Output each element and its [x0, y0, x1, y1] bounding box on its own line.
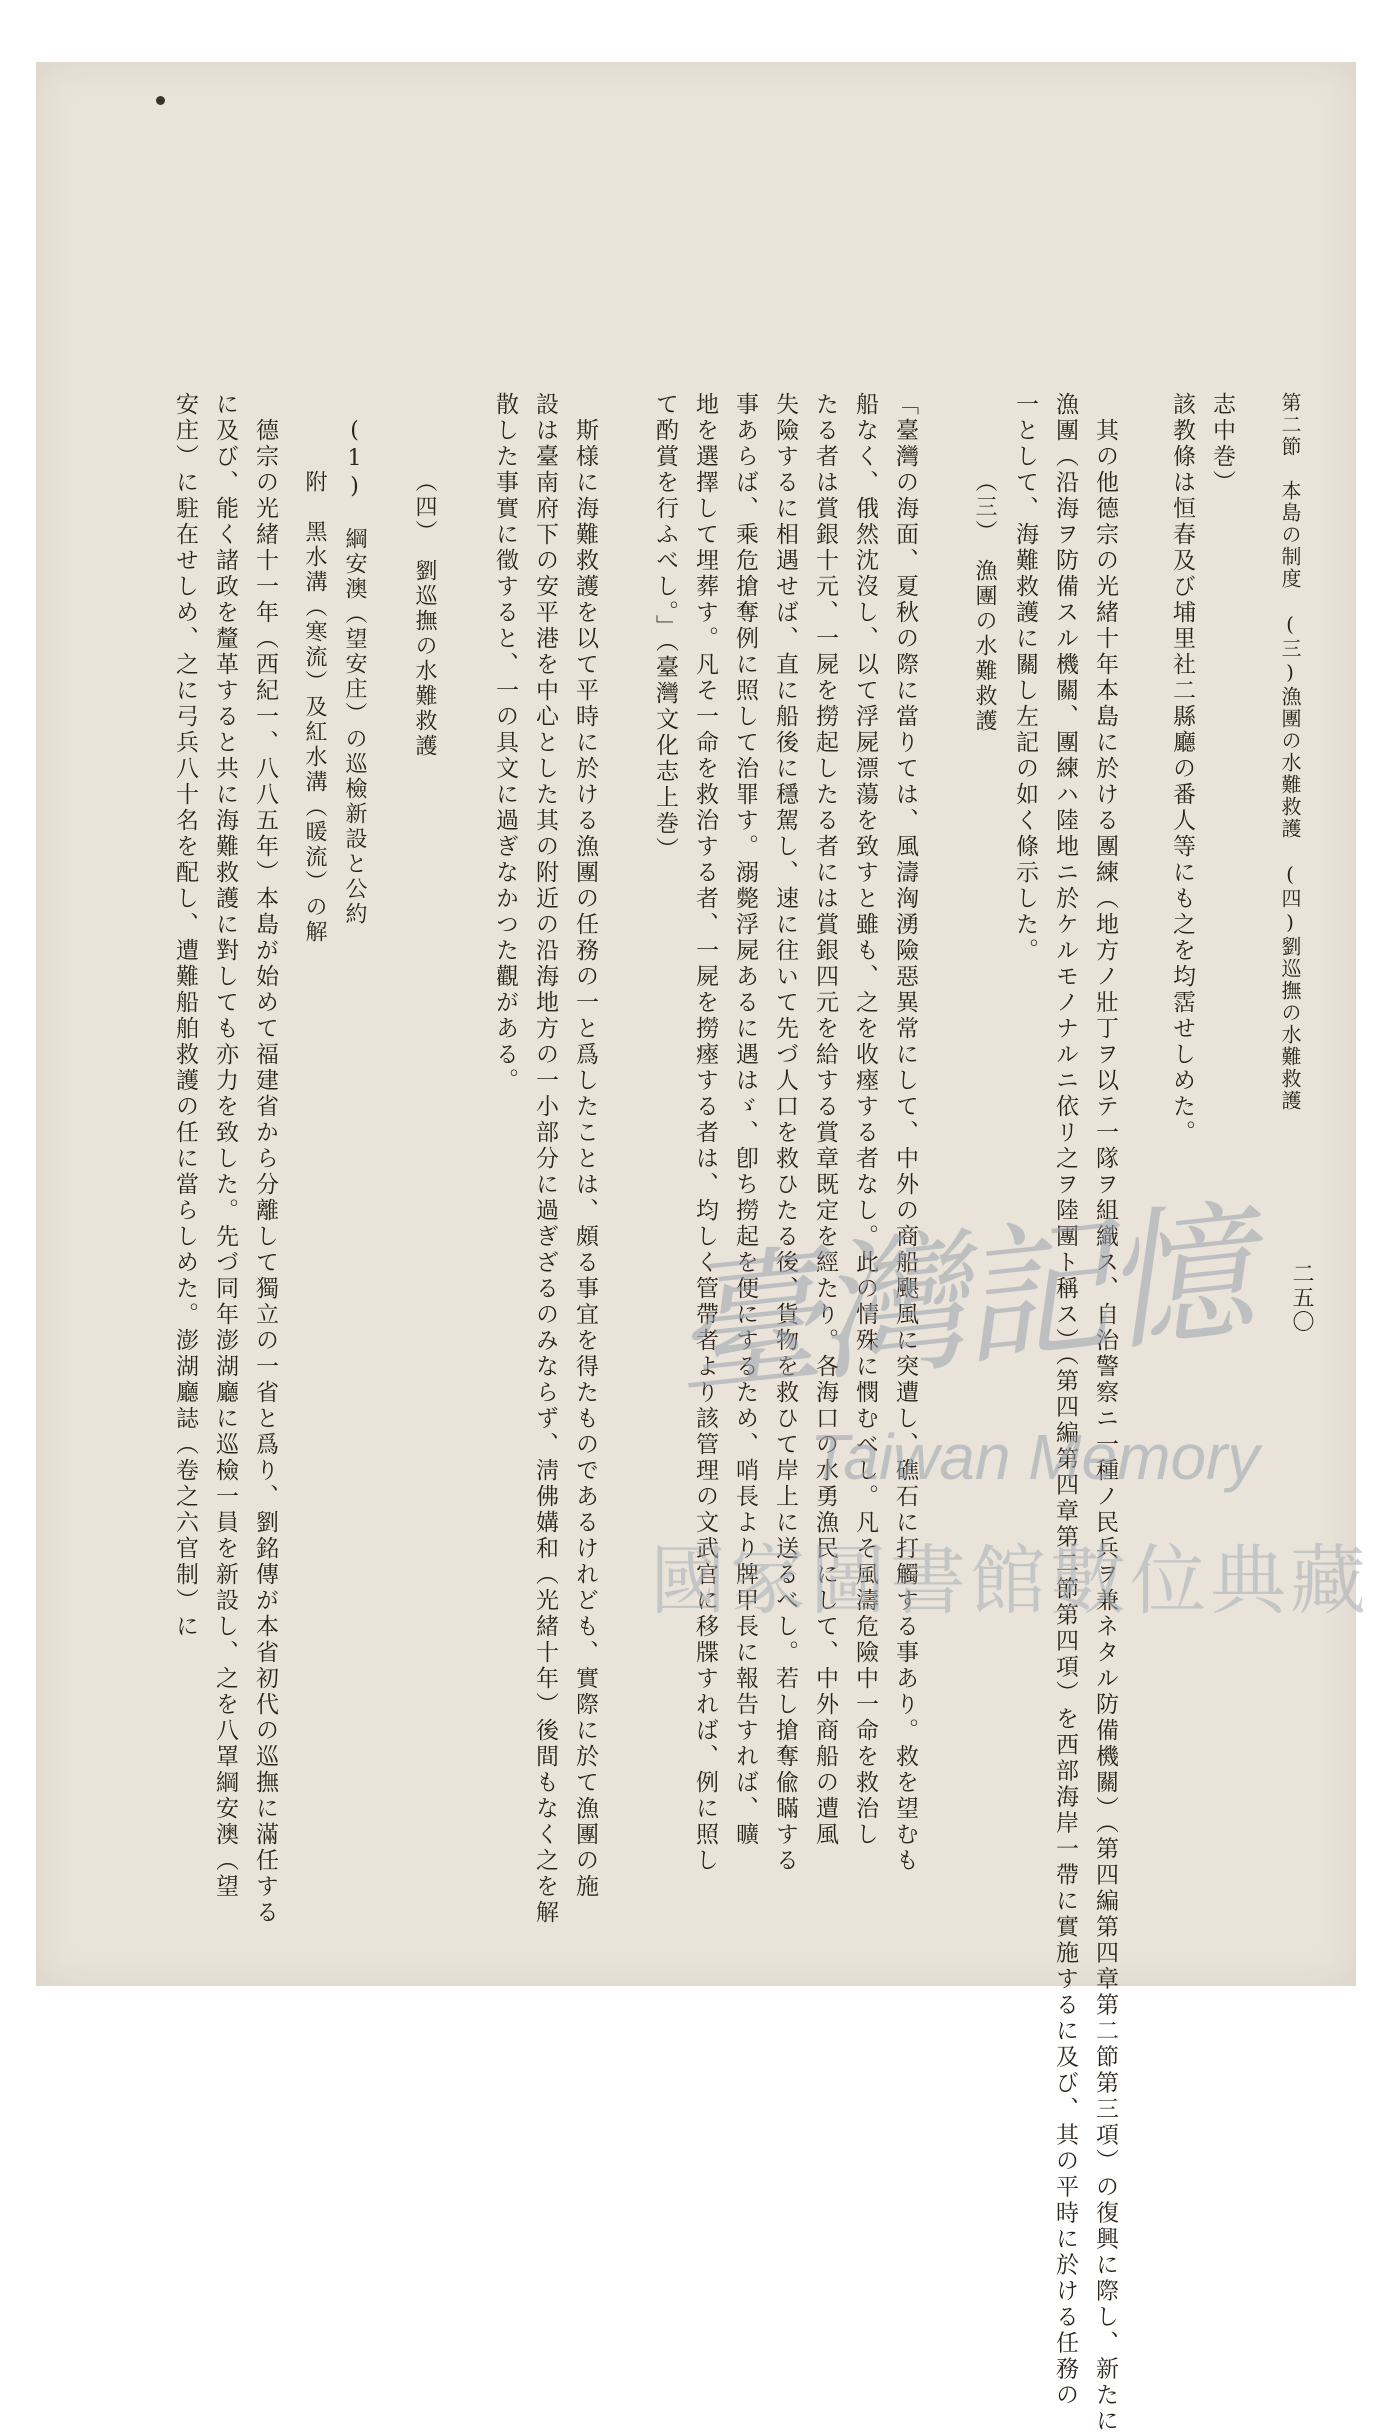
- watermark-logo-chars: 臺灣記憶: [663, 1185, 1255, 1419]
- page-number: 二五〇: [1289, 1262, 1314, 1334]
- quote-column-4: 失險するに相遇せば、直に船後に穩駕し、速に往いて先づ人口を救ひたる後、貨物を救ひて岸上に送るべし。若し搶奪偸瞞する: [772, 392, 798, 1874]
- quote-column-3: たる者は賞銀十元、一屍を撈起したる者には賞銀四元を給する賞章既定を經たり。各海口の水勇漁民にして、中外商船の遭風: [812, 392, 838, 1848]
- text-column-8: 散した事實に徵すると、一の具文に過ぎなかつた觀がある。: [492, 392, 518, 1094]
- running-head: 第二節 本島の制度 (三)漁團の水難救護 (四)劉巡撫の水難救護: [1278, 392, 1302, 1112]
- text-column-10: に及び、能く諸政を釐革すると共に海難救護に對しても亦力を致した。先づ同年澎湖廳に巡檢一員を新設し、之を八罩綱安澳（望: [212, 392, 238, 1900]
- text-column-9: 德宗の光緒十一年（西紀一、八八五年）本島が始めて福建省から分離して獨立の一省と爲り、劉銘傳が本省初代の巡撫に滿任する: [252, 418, 278, 1926]
- text-column-4: 漁團（沿海ヲ防備スル機關、團練ハ陸地ニ於ケルモノナルニ依リ之ヲ陸團ト稱ス）（第四編第四章第二節第四項）を西部海岸一帶に實施するに及び、其の平時に於ける任務の: [1052, 392, 1078, 2409]
- quote-column-2: 船なく、俄然沈沒し、以て浮屍漂蕩を致すと雖も、之を收瘞する者なし。此の情殊に憫むべし。凡そ風濤危險中一命を救治し: [852, 392, 878, 1848]
- section-heading-3: （三） 漁團の水難救護: [972, 470, 997, 734]
- text-column-11: 安庄）に駐在せしめ、之に弓兵八十名を配し、遭難船舶救護の任に當らしめた。澎湖廳誌（卷之六官制）に: [172, 392, 198, 1640]
- subsection-appendix: 附 黑水溝（寒流）及紅水溝（暖流）の解: [302, 470, 327, 945]
- text-column-2: 該教條は恒春及び埔里社二縣廳の番人等にも之を均霑せしめた。: [1169, 392, 1195, 1146]
- text-column-6: 斯様に海難救護を以て平時に於ける漁團の任務の一と爲したことは、頗る事宜を得たものであるけれども、實際に於て漁團の施: [572, 418, 598, 1900]
- quote-column-1: 「臺灣の海面、夏秋の際に當りては、風濤洶湧險惡異常にして、中外の商船颶風に突遭し、礁石に打觸する事あり。救を望むも: [892, 392, 918, 1874]
- quote-column-5: 事あらば、乘危搶奪例に照して治罪す。溺斃浮屍あるに遇はゞ、卽ち撈起を便にするため、哨長より牌甲長に報告すれば、曠: [732, 392, 758, 1848]
- text-column-7: 設は臺南府下の安平港を中心とした其の附近の沿海地方の一小部分に過ぎざるのみならず、淸佛媾和（光緒十年）後間もなく之を解: [532, 392, 558, 1926]
- section-heading-4: （四） 劉巡撫の水難救護: [412, 470, 437, 759]
- watermark-institution: 國家圖書館數位典藏: [650, 1536, 1370, 1625]
- text-column-3: 其の他德宗の光緒十年本島に於ける團練（地方ノ壯丁ヲ以テ一隊ヲ組織ス、自治警察ニ一種ノ民兵ヲ兼ネタル防備機關）（第四編第四章第二節第三項）の復興に際し、新たに: [1092, 418, 1118, 2435]
- subsection-heading: (1) 綱安澳（望安庄）の巡檢新設と公約: [342, 418, 367, 927]
- text-column-1: 志中巻）: [1209, 392, 1235, 496]
- text-column-5: 一として、海難救護に關し左記の如く條示した。: [1012, 392, 1038, 964]
- quote-column-6: 地を選擇して埋葬す。凡そ一命を救治する者、一屍を撈瘞する者は、均しく管帶者より該管理の文武官に移牒すれば、例に照し: [692, 392, 718, 1874]
- watermark-english: Taiwan Memory: [810, 1421, 1260, 1493]
- quote-column-7: て酌賞を行ふべし。」（臺灣文化志上巻）: [652, 392, 678, 863]
- ink-spot: [156, 96, 165, 105]
